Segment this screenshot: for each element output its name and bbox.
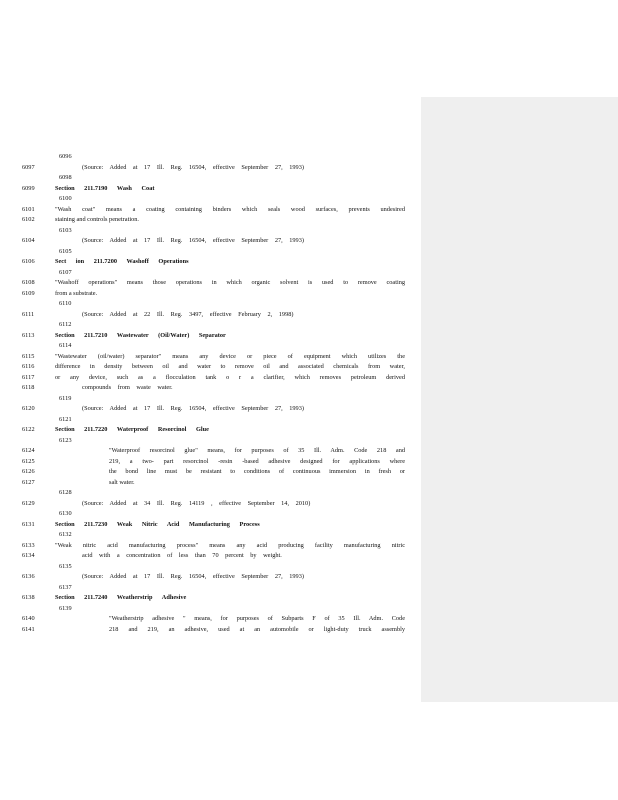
- document-line: [0, 331, 421, 342]
- line-number: 6129: [22, 499, 35, 507]
- line-text: 6132: [59, 531, 72, 538]
- line-number: 6102: [22, 216, 35, 223]
- line-text: 6119: [59, 394, 72, 402]
- document-line: [0, 614, 421, 625]
- document-line: [0, 404, 421, 415]
- document-line: [0, 173, 421, 184]
- document-line: [0, 446, 421, 457]
- document-line: [0, 572, 421, 583]
- document-line: [0, 278, 421, 289]
- document-line: [0, 299, 421, 310]
- document-line: [0, 509, 421, 520]
- line-number: 6118: [22, 384, 35, 391]
- line-text: difference in density between oil and water to remove oil and associated chemicals from water,: [55, 363, 405, 370]
- document-line: [0, 215, 421, 226]
- line-number: 6111: [22, 310, 35, 318]
- line-text: 6096: [59, 153, 72, 160]
- line-text: staining and controls penetration.: [55, 216, 139, 223]
- document-line: [0, 604, 421, 615]
- line-text: 218 and 219, an adhesive, used at an automobile or light-duty truck assembly: [109, 625, 405, 633]
- section-heading: Section 211.7190 Wash Coat: [55, 184, 155, 192]
- line-number: 6104: [22, 237, 35, 244]
- section-heading: Section 211.7220 Waterproof Resorcinol Glue: [55, 426, 209, 433]
- line-number: 6126: [22, 468, 35, 475]
- document-line: [0, 194, 421, 205]
- line-number: 6108: [22, 279, 35, 286]
- line-number: 6116: [22, 363, 35, 370]
- line-text: 6137: [59, 583, 72, 591]
- line-number: 6141: [22, 625, 35, 633]
- line-number: 6115: [22, 352, 35, 360]
- document-line: [0, 341, 421, 352]
- line-text: the bond line must be resistant to conditions of continuous immersion in fresh or: [109, 468, 405, 475]
- document-line: [0, 551, 421, 562]
- section-heading: Sect ion 211.7200 Washoff Operations: [55, 258, 189, 265]
- document-line: [0, 478, 421, 489]
- document-line: [0, 383, 421, 394]
- line-text: salt water.: [109, 478, 135, 486]
- line-text: "Wash coat" means a coating containing binders which seals wood surfaces, prevents undesired: [55, 205, 405, 213]
- comment-pane: [421, 97, 618, 702]
- document-line: [0, 530, 421, 541]
- line-number: 6113: [22, 331, 35, 339]
- line-text: from a substrate.: [55, 289, 98, 297]
- document-line: [0, 373, 421, 384]
- line-number: 6133: [22, 541, 35, 549]
- line-text: 6121: [59, 415, 72, 423]
- document-line: [0, 394, 421, 405]
- line-text: 6110: [59, 300, 72, 307]
- line-text: 6105: [59, 247, 72, 255]
- line-number: 6099: [22, 184, 35, 192]
- line-text: (Source: Added at 17 Ill. Reg. 16504, effective September 27, 1993): [82, 573, 304, 580]
- document-line: [0, 205, 421, 216]
- document-line: [0, 163, 421, 174]
- document-line: [0, 247, 421, 258]
- line-text: 6112: [59, 321, 72, 328]
- line-text: (Source: Added at 34 Ill. Reg. 14119 , effective September 14, 2010): [82, 499, 311, 507]
- line-text: (Source: Added at 17 Ill. Reg. 16504, effective September 27, 1993): [82, 163, 304, 171]
- document-line: [0, 289, 421, 300]
- line-number: 6117: [22, 373, 35, 381]
- document-line: [0, 320, 421, 331]
- line-text: 6139: [59, 604, 72, 612]
- line-text: "Waterproof resorcinol glue" means, for purposes of 35 Ill. Adm. Code 218 and: [109, 447, 405, 454]
- document-line: [0, 520, 421, 531]
- line-text: (Source: Added at 22 Ill. Reg. 3497, effective February 2, 1998): [82, 310, 294, 318]
- line-number: 6140: [22, 615, 35, 622]
- document-line: [0, 257, 421, 268]
- document-line: [0, 583, 421, 594]
- document-line: [0, 457, 421, 468]
- document-line: [0, 488, 421, 499]
- line-text: "Wastewater (oil/water) separator" means any device or piece of equipment which utilizes the: [55, 352, 405, 360]
- document-body: [0, 152, 421, 635]
- document-line: [0, 499, 421, 510]
- line-text: "Weatherstrip adhesive " means, for purposes of Subparts F of 35 Ill. Adm. Code: [109, 615, 405, 622]
- document-line: [0, 562, 421, 573]
- line-number: 6097: [22, 163, 35, 171]
- line-text: compounds from waste water.: [82, 384, 173, 391]
- line-text: 6107: [59, 268, 72, 276]
- line-text: "Weak nitric acid manufacturing process" means any acid producing facility manufacturing nitric: [55, 541, 405, 549]
- line-number: 6138: [22, 594, 35, 601]
- line-text: acid with a concentration of less than 70 percent by weight.: [82, 552, 282, 559]
- document-line: [0, 268, 421, 279]
- line-text: 6130: [59, 510, 72, 517]
- document-line: [0, 152, 421, 163]
- line-text: 6114: [59, 342, 72, 349]
- section-heading: Section 211.7240 Weatherstrip Adhesive: [55, 594, 187, 601]
- line-number: 6127: [22, 478, 35, 486]
- line-text: 6135: [59, 562, 72, 570]
- document-line: [0, 436, 421, 447]
- line-number: 6136: [22, 573, 35, 580]
- line-number: 6122: [22, 426, 35, 433]
- line-text: 6128: [59, 489, 72, 496]
- line-text: (Source: Added at 17 Ill. Reg. 16504, effective September 27, 1993): [82, 237, 304, 244]
- section-heading: Section 211.7230 Weak Nitric Acid Manufacturing Process: [55, 520, 260, 528]
- section-heading: Section 211.7210 Wastewater (Oil/Water) Separator: [55, 331, 226, 339]
- document-line: [0, 425, 421, 436]
- document-line: [0, 625, 421, 636]
- line-number: 6124: [22, 447, 35, 454]
- line-number: 6106: [22, 258, 35, 265]
- line-text: 6123: [59, 436, 72, 444]
- document-line: [0, 467, 421, 478]
- document-line: [0, 226, 421, 237]
- line-number: 6120: [22, 405, 35, 412]
- line-text: 6103: [59, 226, 72, 234]
- document-line: [0, 236, 421, 247]
- document-line: [0, 541, 421, 552]
- line-number: 6125: [22, 457, 35, 465]
- line-number: 6131: [22, 520, 35, 528]
- document-line: [0, 310, 421, 321]
- line-text: 6098: [59, 174, 72, 181]
- document-line: [0, 184, 421, 195]
- line-number: 6109: [22, 289, 35, 297]
- document-line: [0, 362, 421, 373]
- line-text: "Washoff operations" means those operations in which organic solvent is used to remove coating: [55, 279, 405, 286]
- line-number: 6134: [22, 552, 35, 559]
- document-line: [0, 352, 421, 363]
- line-text: or any device, such as a flocculation tank o r a clarifier, which removes petroleum derived: [55, 373, 405, 381]
- document-line: [0, 593, 421, 604]
- line-text: 219, a two- part resorcinol -resin -based adhesive designed for applications where: [109, 457, 405, 465]
- line-text: 6100: [59, 195, 72, 202]
- line-text: (Source: Added at 17 Ill. Reg. 16504, effective September 27, 1993): [82, 405, 304, 412]
- document-line: [0, 415, 421, 426]
- line-number: 6101: [22, 205, 35, 213]
